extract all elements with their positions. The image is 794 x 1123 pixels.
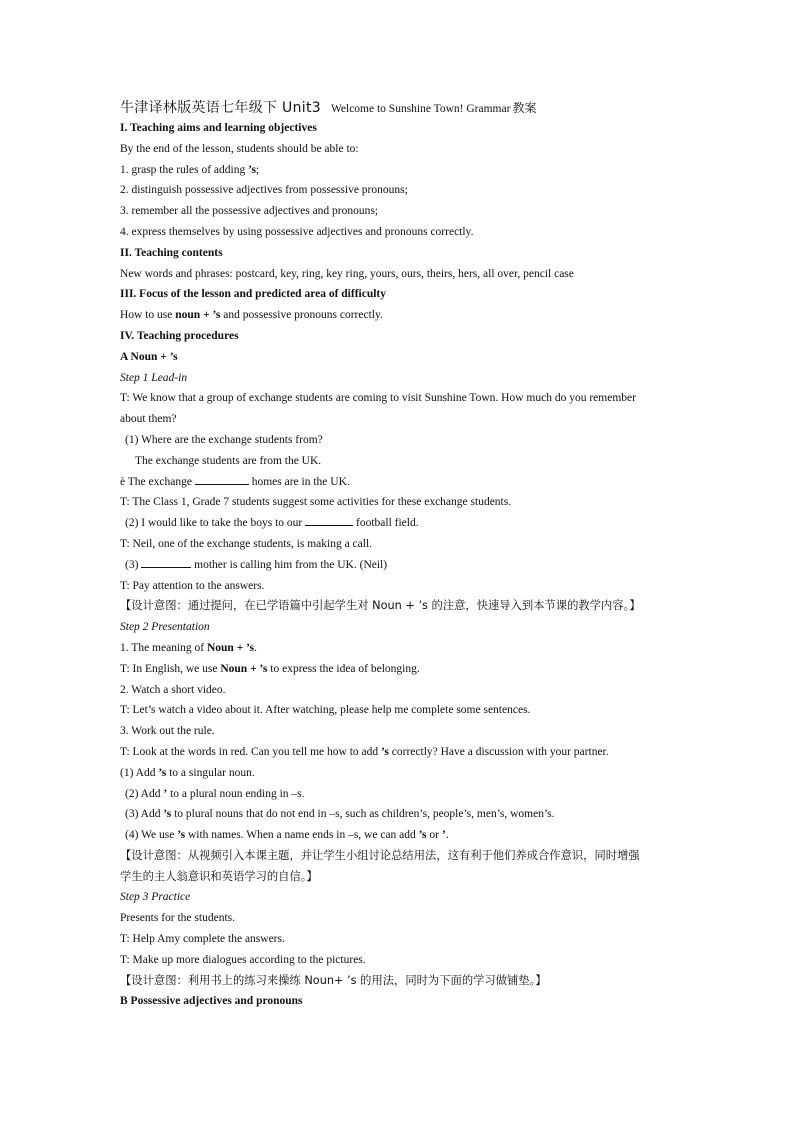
step-1-line-t2: T: The Class 1, Grade 7 students suggest some activities for these exchange students. — [120, 496, 512, 509]
section-3-pre: How to use — [120, 309, 176, 322]
rule-2 — [120, 784, 680, 805]
objective-1-end: ; — [255, 163, 260, 176]
step-1-line-1: T: We know that a group of exchange students are coming to visit Sunshine Town. How much do you remember — [120, 392, 636, 405]
section-2-text: New words and phrases: postcard, key, ring, key ring, yours, ours, theirs, hers, all over, pencil case — [120, 267, 574, 280]
rule-1-pre: (1) Add — [120, 766, 159, 779]
step-2-label: Step 2 Presentation — [120, 621, 210, 634]
objective-3: 3. remember all the possessive adjectives and pronouns; — [120, 205, 379, 218]
rule-1-post: to a singular noun. — [166, 766, 255, 779]
belonging-pre: T: In English, we use — [120, 662, 221, 675]
meaning-pre: 1. The meaning of — [120, 641, 207, 654]
belonging-line — [120, 659, 680, 680]
rule-instruction-pre: T: Look at the words in red. Can you tell me how to add — [120, 745, 382, 758]
section-3-text — [120, 305, 680, 326]
section-3-post: and possessive pronouns correctly. — [220, 309, 383, 322]
question-2-pre: (2) I would like to take the boys to our — [125, 517, 306, 530]
section-1-intro: By the end of the lesson, students should be able to: — [120, 142, 359, 155]
meaning-post: . — [254, 641, 257, 654]
exercise-line — [120, 472, 680, 493]
question-2-post: football field. — [353, 517, 419, 530]
exercise-pre: è The exchange — [120, 475, 195, 488]
rule-4-pre: (4) We use — [125, 829, 178, 842]
section-3-heading: III. Focus of the lesson and predicted area of difficulty — [120, 288, 386, 301]
rule-2-bold: ’ — [163, 787, 168, 800]
video-item: 2. Watch a short video. — [120, 683, 226, 696]
design-note-3: 【设计意图：利用书上的练习来操练 Noun+ ’s 的用法，同时为下面的学习做铺垫。】 — [120, 973, 547, 987]
objective-1-bold: ’s — [248, 163, 256, 176]
rule-instruction — [120, 742, 680, 763]
part-a-heading: A Noun + ’s — [120, 350, 178, 363]
part-b-heading: B Possessive adjectives and pronouns — [120, 995, 303, 1008]
belonging-bold: Noun + ’s — [220, 662, 268, 675]
fill-blank-1[interactable] — [195, 473, 249, 485]
rule-1-bold: ’s — [158, 766, 167, 779]
video-instruction: T: Let’s watch a video about it. After watching, please help me complete some sentences. — [120, 704, 531, 717]
question-3 — [120, 555, 680, 576]
question-1: (1) Where are the exchange students from? — [125, 433, 323, 446]
section-4-heading: IV. Teaching procedures — [120, 329, 239, 342]
step-1-line-2: about them? — [120, 413, 177, 426]
rule-2-pre: (2) Add — [125, 787, 164, 800]
objective-2: 2. distinguish possessive adjectives from possessive pronouns; — [120, 184, 408, 197]
rule-4-bold: ’s — [177, 829, 186, 842]
rule-3-pre: (3) Add — [125, 808, 164, 821]
rule-1 — [120, 763, 680, 784]
title-english: Welcome to Sunshine Town! Grammar — [330, 103, 511, 115]
objective-1 — [120, 160, 680, 181]
question-3-pre: (3) — [125, 558, 142, 571]
section-3-bold: noun + ’s — [175, 309, 221, 322]
step-1-line-t3: T: Neil, one of the exchange students, is making a call. — [120, 537, 373, 550]
fill-blank-2[interactable] — [305, 514, 353, 526]
rule-4-bold-2: ’s — [418, 829, 427, 842]
design-note-2-line-2: 学生的主人翁意识和英语学习的自信。】 — [120, 869, 318, 883]
objective-4: 4. express themselves by using possessive adjectives and pronouns correctly. — [120, 225, 474, 238]
rule-instruction-post: correctly? Have a discussion with your partner. — [388, 745, 609, 758]
title-suffix: 教案 — [512, 101, 537, 115]
question-3-post: mother is calling him from the UK. (Neil) — [191, 558, 388, 571]
rule-2-post: to a plural noun ending in –s. — [167, 787, 305, 800]
rule-4-end: . — [445, 829, 449, 842]
rule-item: 3. Work out the rule. — [120, 725, 215, 738]
section-1-heading: I. Teaching aims and learning objectives — [120, 122, 317, 134]
rule-4 — [120, 825, 680, 846]
step-3-label: Step 3 Practice — [120, 891, 191, 904]
fill-blank-3[interactable] — [141, 556, 191, 568]
rule-3-post: to plural nouns that do not end in –s, such as children’s, people’s, men’s, women’s. — [171, 808, 555, 821]
rule-4-or: or — [426, 829, 442, 842]
step-1-label: Step 1 Lead-in — [120, 371, 188, 384]
meaning-line — [120, 638, 680, 659]
practice-line-2: T: Help Amy complete the answers. — [120, 933, 285, 946]
step-1-line-t4: T: Pay attention to the answers. — [120, 579, 265, 592]
design-note-2-line-1: 【设计意图：从视频引入本课主题，并让学生小组讨论总结用法，这有利于他们养成合作意识，同时增强 — [120, 848, 640, 862]
rule-3-bold: ’s — [163, 808, 172, 821]
objective-1-text: 1. grasp the rules of adding — [120, 163, 249, 176]
title-chinese: 牛津译林版英语七年级下 Unit3 — [120, 100, 321, 116]
belonging-post: to express the idea of belonging. — [267, 662, 420, 675]
question-2 — [120, 513, 680, 534]
practice-line-3: T: Make up more dialogues according to the pictures. — [120, 953, 366, 966]
rule-3 — [120, 804, 680, 825]
rule-4-mid: with names. When a name ends in –s, we can add — [185, 829, 419, 842]
rule-instruction-bold: ’s — [381, 745, 389, 758]
rule-4-bold-3: ’ — [441, 829, 446, 842]
answer-1: The exchange students are from the UK. — [135, 454, 322, 467]
design-note-1: 【设计意图：通过提问，在已学语篇中引起学生对 Noun + ’s 的注意，快速导入到本节课的教学内容。】 — [120, 599, 641, 613]
document-page — [120, 98, 680, 1012]
exercise-post: homes are in the UK. — [248, 475, 350, 488]
practice-line-1: Presents for the students. — [120, 912, 235, 925]
meaning-bold: Noun + ’s — [206, 641, 255, 654]
section-2-heading: II. Teaching contents — [120, 246, 223, 259]
document-title — [120, 98, 680, 118]
